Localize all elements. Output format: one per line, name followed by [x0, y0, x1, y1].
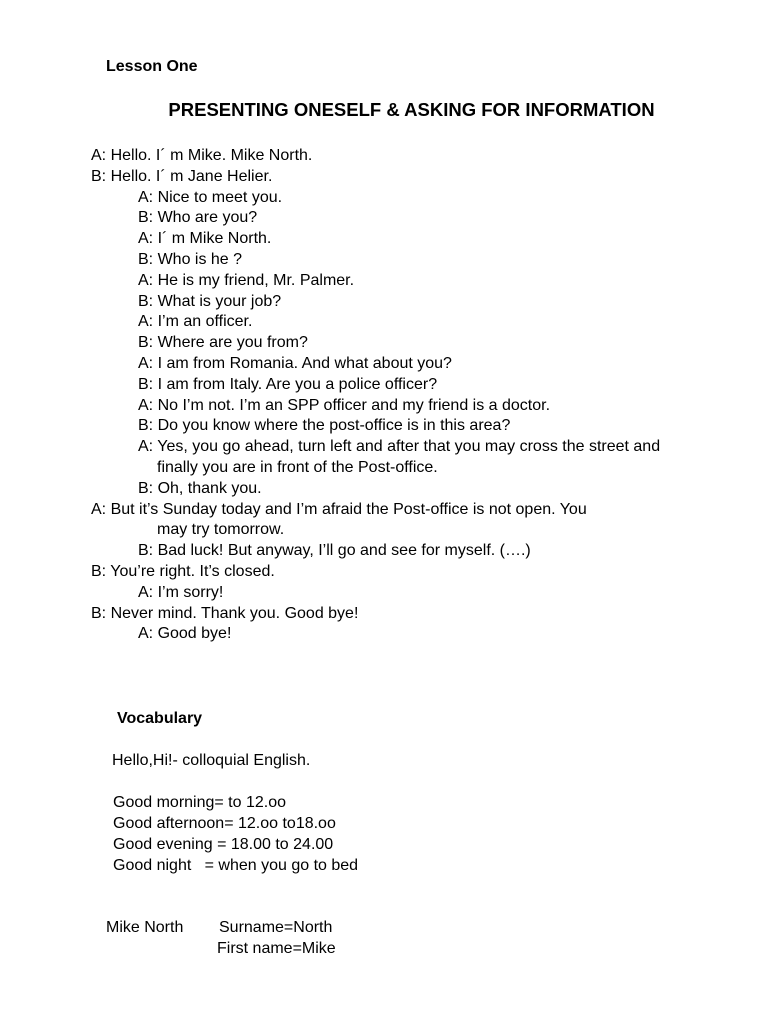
name-row	[106, 938, 336, 959]
greeting-line: Good morning= to 12.oo	[113, 794, 287, 811]
dialogue-line: B: Never mind. Thank you. Good bye!	[91, 604, 359, 622]
dialogue-line: B: Where are you from?	[138, 334, 308, 352]
dialogue-line: A: But it’s Sunday today and I’m afraid the Post-office is not open. You	[91, 500, 587, 518]
greetings-list	[113, 792, 358, 876]
dialogue-line: A: I´ m Mike North.	[138, 230, 272, 248]
dialogue-line: A: I am from Romania. And what about you?	[138, 354, 452, 372]
vocabulary-heading: Vocabulary	[117, 710, 203, 727]
dialogue-line: B: Hello. I´ m Jane Helier.	[91, 167, 273, 185]
page-title: PRESENTING ONESELF & ASKING FOR INFORMATION	[168, 99, 655, 120]
dialogue-line: A: No I’m not. I’m an SPP officer and my friend is a doctor.	[138, 396, 551, 414]
dialogue-line: B: Who are you?	[138, 209, 258, 227]
dialogue-line: B: What is your job?	[138, 292, 282, 310]
dialogue-line: A: Nice to meet you.	[138, 188, 283, 206]
greeting-line: Good evening = 18.00 to 24.00	[113, 836, 334, 853]
dialogue-line: B: Bad luck! But anyway, I’ll go and see for myself. (….)	[138, 542, 531, 560]
dialogue-line: B: I am from Italy. Are you a police officer?	[138, 375, 438, 393]
dialogue-line: B: Do you know where the post-office is in this area?	[138, 417, 511, 435]
dialogue-line: may try tomorrow.	[157, 521, 285, 539]
dialogue-line: A: He is my friend, Mr. Palmer.	[138, 271, 355, 289]
dialogue-line: B: You’re right. It’s closed.	[91, 562, 275, 580]
first-name-definition: First name=Mike	[217, 940, 336, 957]
name-example	[106, 917, 336, 959]
dialogue-line: A: Good bye!	[138, 625, 232, 643]
greeting-line: Good night = when you go to bed	[113, 857, 359, 874]
lesson-label: Lesson One	[106, 58, 198, 75]
dialogue-line: A: I’m sorry!	[138, 583, 224, 601]
dialogue-line: finally you are in front of the Post-office.	[157, 458, 438, 476]
dialogue	[0, 146, 768, 645]
dialogue-line: A: Yes, you go ahead, turn left and after that you may cross the street and	[138, 438, 661, 456]
name-row	[106, 917, 336, 938]
dialogue-line: A: I’m an officer.	[138, 313, 253, 331]
dialogue-line: A: Hello. I´ m Mike. Mike North.	[91, 147, 313, 164]
full-name: Mike North	[106, 919, 184, 936]
greeting-line: Good afternoon= 12.oo to18.oo	[113, 815, 336, 832]
vocabulary-hello-note: Hello,Hi!- colloquial English.	[112, 752, 311, 769]
surname-definition: Surname=North	[219, 919, 333, 936]
dialogue-line: B: Oh, thank you.	[138, 479, 262, 497]
dialogue-line: B: Who is he ?	[138, 250, 243, 268]
